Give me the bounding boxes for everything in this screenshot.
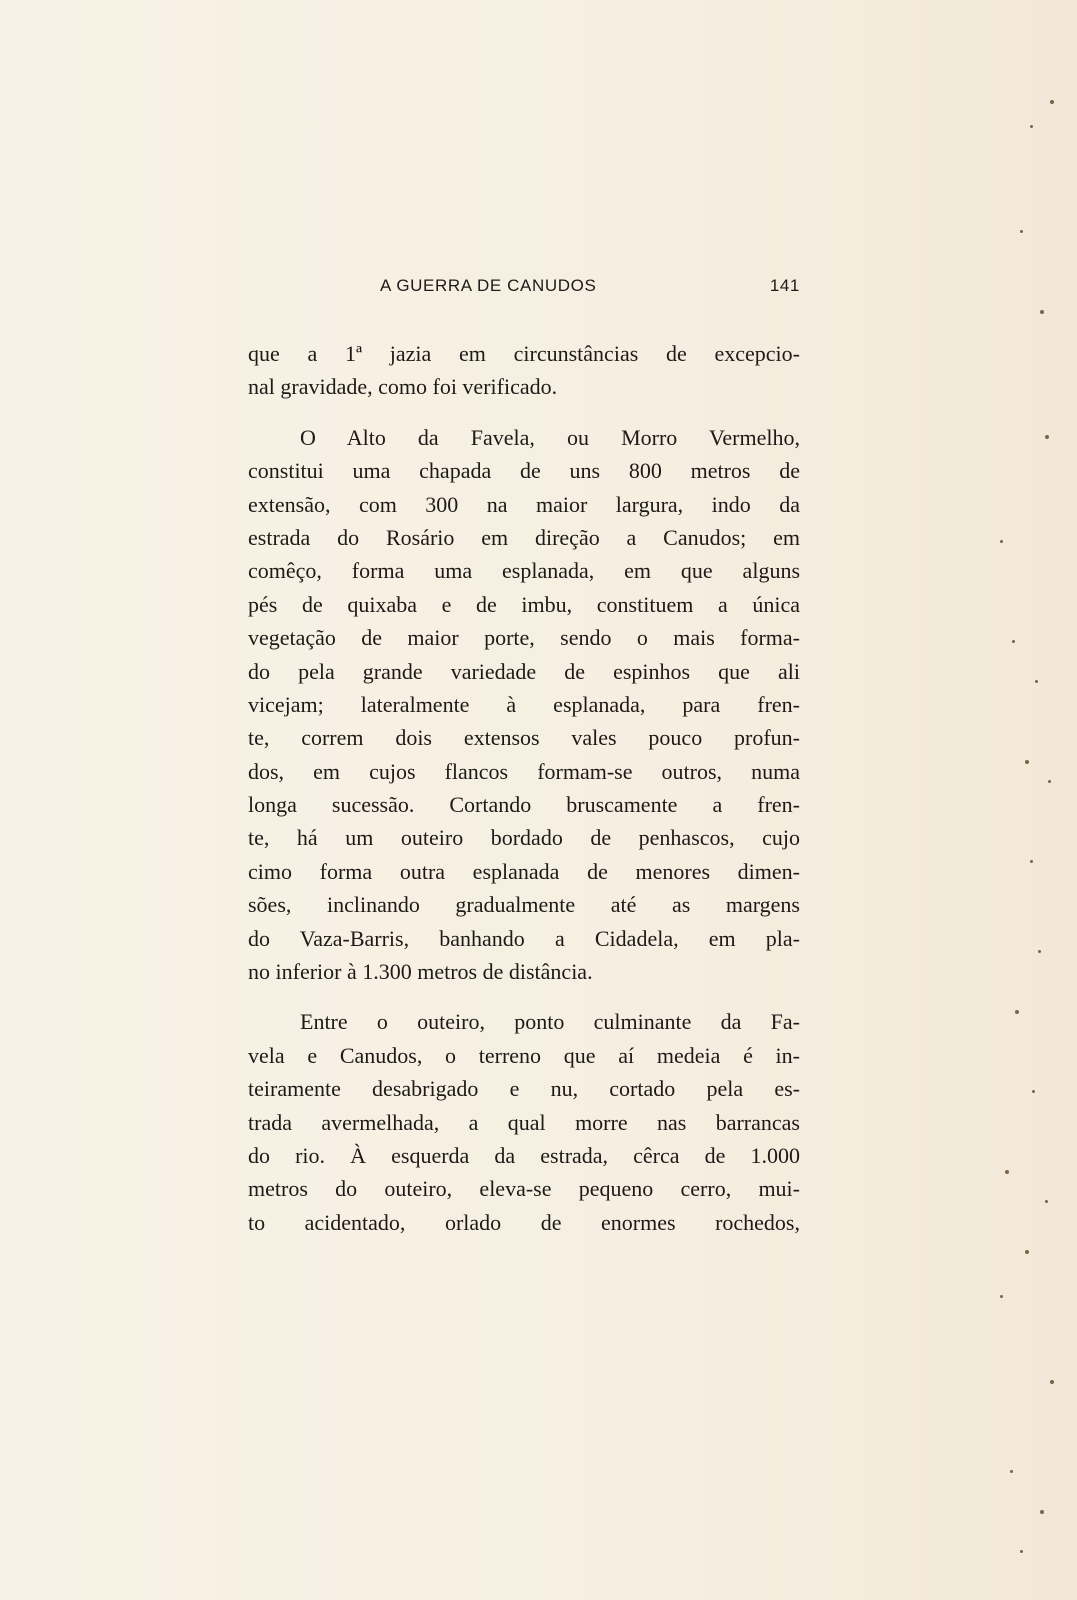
foxing-speck	[1000, 1295, 1003, 1298]
foxing-speck	[1035, 680, 1038, 683]
text-line: do rio. À esquerda da estrada, cêrca de 1.000	[248, 1142, 800, 1168]
text-line: trada avermelhada, a qual morre nas barrancas	[248, 1109, 800, 1135]
text-line: do Vaza-Barris, banhando a Cidadela, em pla-	[248, 925, 800, 951]
foxing-speck	[1030, 125, 1033, 128]
paragraph-gap	[248, 988, 800, 1005]
foxing-speck	[1015, 1010, 1019, 1014]
foxing-speck	[1032, 1090, 1035, 1093]
running-head	[248, 276, 800, 306]
text-line: do pela grande variedade de espinhos que ali	[248, 658, 800, 684]
foxing-speck	[1030, 860, 1033, 863]
foxing-speck	[1000, 540, 1003, 543]
text-line: longa sucessão. Cortando bruscamente a fren-	[248, 792, 800, 818]
text-line: estrada do Rosário em direção a Canudos; em	[248, 524, 800, 550]
foxing-speck	[1005, 1170, 1009, 1174]
text-line: Entre o outeiro, ponto culminante da Fa-	[300, 1009, 800, 1035]
text-line: sões, inclinando gradualmente até as margens	[248, 892, 800, 918]
text-line: dos, em cujos flancos formam-se outros, numa	[248, 758, 800, 784]
foxing-speck	[1025, 760, 1029, 764]
body-text	[248, 337, 800, 1239]
text-line: te, há um outeiro bordado de penhascos, cujo	[248, 825, 800, 851]
foxing-speck	[1040, 310, 1044, 314]
foxing-speck	[1050, 1380, 1054, 1384]
foxing-speck	[1050, 100, 1054, 104]
foxing-speck	[1048, 780, 1051, 783]
text-line: vela e Canudos, o terreno que aí medeia é in-	[248, 1042, 800, 1068]
foxing-speck	[1010, 1470, 1013, 1473]
text-line: teiramente desabrigado e nu, cortado pela es-	[248, 1076, 800, 1102]
foxing-speck	[1025, 1250, 1029, 1254]
text-line: constitui uma chapada de uns 800 metros de	[248, 458, 800, 484]
text-line: cimo forma outra esplanada de menores dimen-	[248, 858, 800, 884]
foxing-specks	[990, 80, 1070, 1600]
text-line: no inferior à 1.300 metros de distância.	[248, 959, 593, 985]
text-line: pés de quixaba e de imbu, constituem a única	[248, 591, 800, 617]
foxing-speck	[1020, 1550, 1023, 1553]
foxing-speck	[1038, 950, 1041, 953]
foxing-speck	[1040, 1510, 1044, 1514]
text-line: nal gravidade, como foi verificado.	[248, 374, 558, 400]
foxing-speck	[1045, 435, 1049, 439]
foxing-speck	[1045, 1200, 1048, 1203]
text-line: O Alto da Favela, ou Morro Vermelho,	[300, 424, 800, 450]
text-line: comêço, forma uma esplanada, em que alguns	[248, 558, 800, 584]
text-line: que a 1ª jazia em circunstâncias de excepcio-	[248, 341, 800, 366]
text-line: vicejam; lateralmente à esplanada, para fren-	[248, 691, 800, 717]
text-line: vegetação de maior porte, sendo o mais forma-	[248, 625, 800, 651]
running-title: A GUERRA DE CANUDOS	[380, 276, 597, 295]
page-number: 141	[769, 276, 800, 295]
text-line: to acidentado, orlado de enormes rochedos,	[248, 1209, 800, 1235]
paragraph-gap	[248, 404, 800, 421]
text-line: te, correm dois extensos vales pouco profun-	[248, 725, 800, 751]
foxing-speck	[1012, 640, 1015, 643]
text-line: extensão, com 300 na maior largura, indo da	[248, 491, 800, 517]
foxing-speck	[1020, 230, 1023, 233]
text-line: metros do outeiro, eleva-se pequeno cerro, mui-	[248, 1176, 800, 1202]
